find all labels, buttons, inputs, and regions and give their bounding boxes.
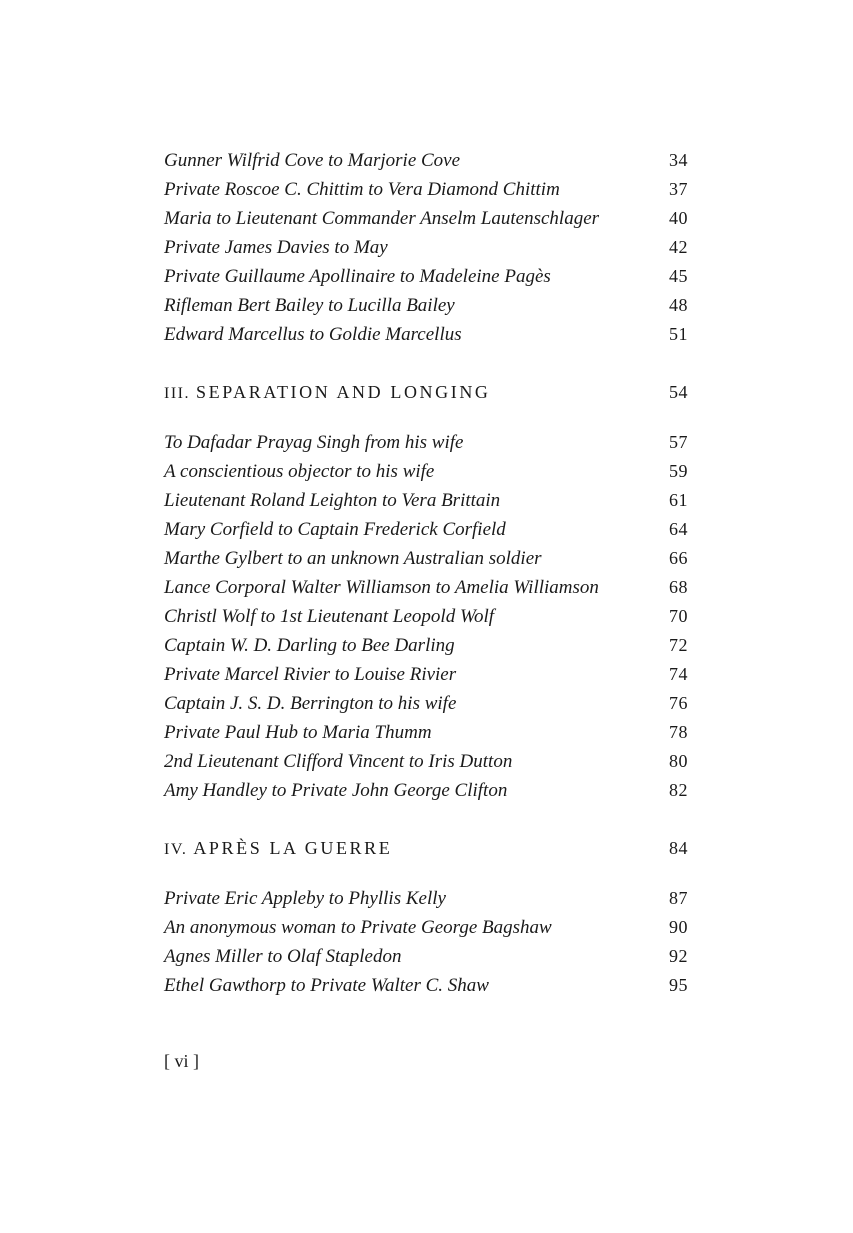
toc-entry xyxy=(164,660,688,689)
entry-page-number: 78 xyxy=(669,722,688,742)
entry-title: An anonymous woman to Private George Bagshaw xyxy=(164,917,552,938)
entry-page-number: 66 xyxy=(669,548,688,568)
toc-entry xyxy=(164,262,688,291)
entry-title: Mary Corfield to Captain Frederick Corfield xyxy=(164,519,506,540)
entry-page-number: 70 xyxy=(669,606,688,626)
toc-entry xyxy=(164,175,688,204)
section-numeral: IV. xyxy=(164,841,188,858)
entry-title: A conscientious objector to his wife xyxy=(164,461,435,482)
entry-page-number: 57 xyxy=(669,432,688,452)
section-name: APRÈS LA GUERRE xyxy=(193,838,393,858)
entry-page-number: 42 xyxy=(669,237,688,257)
toc-entry xyxy=(164,971,688,1000)
toc-entry xyxy=(164,602,688,631)
entry-page-number: 72 xyxy=(669,635,688,655)
page-folio: [ vi ] xyxy=(164,1051,199,1071)
entry-title: Maria to Lieutenant Commander Anselm Lautenschlager xyxy=(164,208,600,229)
toc-entry xyxy=(164,515,688,544)
entry-title: Marthe Gylbert to an unknown Australian soldier xyxy=(164,548,542,569)
toc-entry xyxy=(164,689,688,718)
toc-entry xyxy=(164,884,688,913)
entry-page-number: 40 xyxy=(669,208,688,228)
entry-page-number: 82 xyxy=(669,780,688,800)
entry-title: Agnes Miller to Olaf Stapledon xyxy=(164,946,402,967)
entry-page-number: 68 xyxy=(669,577,688,597)
toc-entry xyxy=(164,544,688,573)
toc-entry xyxy=(164,204,688,233)
entry-page-number: 87 xyxy=(669,888,688,908)
entry-title: Private Guillaume Apollinaire to Madeleine Pagès xyxy=(164,266,551,287)
entry-title: Private Roscoe C. Chittim to Vera Diamond Chittim xyxy=(164,179,560,200)
entry-title: Lance Corporal Walter Williamson to Amelia Williamson xyxy=(164,577,599,598)
entry-page-number: 45 xyxy=(669,266,688,286)
entry-title: Lieutenant Roland Leighton to Vera Brittain xyxy=(164,490,501,511)
entry-title: 2nd Lieutenant Clifford Vincent to Iris Dutton xyxy=(164,751,513,772)
entry-title: Rifleman Bert Bailey to Lucilla Bailey xyxy=(164,295,455,316)
section-page-number: 54 xyxy=(669,382,688,402)
entry-title: Private Eric Appleby to Phyllis Kelly xyxy=(164,888,446,909)
toc-entry xyxy=(164,776,688,805)
section-title xyxy=(164,834,392,864)
toc-entry xyxy=(164,573,688,602)
entry-page-number: 95 xyxy=(669,975,688,995)
entry-page-number: 80 xyxy=(669,751,688,771)
entry-title: To Dafadar Prayag Singh from his wife xyxy=(164,432,464,453)
toc-entry xyxy=(164,942,688,971)
entry-title: Private Paul Hub to Maria Thumm xyxy=(164,722,432,743)
entry-page-number: 76 xyxy=(669,693,688,713)
entry-title: Gunner Wilfrid Cove to Marjorie Cove xyxy=(164,150,461,171)
entry-page-number: 92 xyxy=(669,946,688,966)
toc-entry xyxy=(164,457,688,486)
entry-page-number: 64 xyxy=(669,519,688,539)
section-name: SEPARATION AND LONGING xyxy=(195,382,491,402)
toc-entry xyxy=(164,486,688,515)
entry-page-number: 37 xyxy=(669,179,688,199)
section-heading-four xyxy=(164,834,688,863)
entry-title: Private James Davies to May xyxy=(164,237,388,258)
entry-title: Amy Handley to Private John George Clifton xyxy=(164,780,508,801)
toc-entry xyxy=(164,233,688,262)
entry-page-number: 74 xyxy=(669,664,688,684)
toc-entry xyxy=(164,747,688,776)
toc-entry xyxy=(164,291,688,320)
entry-title: Ethel Gawthorp to Private Walter C. Shaw xyxy=(164,975,489,996)
entry-page-number: 90 xyxy=(669,917,688,937)
toc-entry xyxy=(164,631,688,660)
toc-entry xyxy=(164,428,688,457)
entry-page-number: 51 xyxy=(669,324,688,344)
toc-entry xyxy=(164,320,688,349)
entry-page-number: 34 xyxy=(669,150,688,170)
entry-page-number: 48 xyxy=(669,295,688,315)
toc-entry xyxy=(164,913,688,942)
table-of-contents xyxy=(164,146,688,1000)
section-numeral: III. xyxy=(164,385,190,402)
entry-page-number: 59 xyxy=(669,461,688,481)
toc-entry xyxy=(164,146,688,175)
entry-title: Christl Wolf to 1st Lieutenant Leopold Wolf xyxy=(164,606,495,627)
section-title xyxy=(164,378,491,408)
entry-title: Edward Marcellus to Goldie Marcellus xyxy=(164,324,462,345)
entry-title: Private Marcel Rivier to Louise Rivier xyxy=(164,664,457,685)
toc-entry xyxy=(164,718,688,747)
entry-page-number: 61 xyxy=(669,490,688,510)
entry-title: Captain W. D. Darling to Bee Darling xyxy=(164,635,455,656)
entry-title: Captain J. S. D. Berrington to his wife xyxy=(164,693,457,714)
section-heading-three xyxy=(164,378,688,407)
section-page-number: 84 xyxy=(669,838,688,858)
